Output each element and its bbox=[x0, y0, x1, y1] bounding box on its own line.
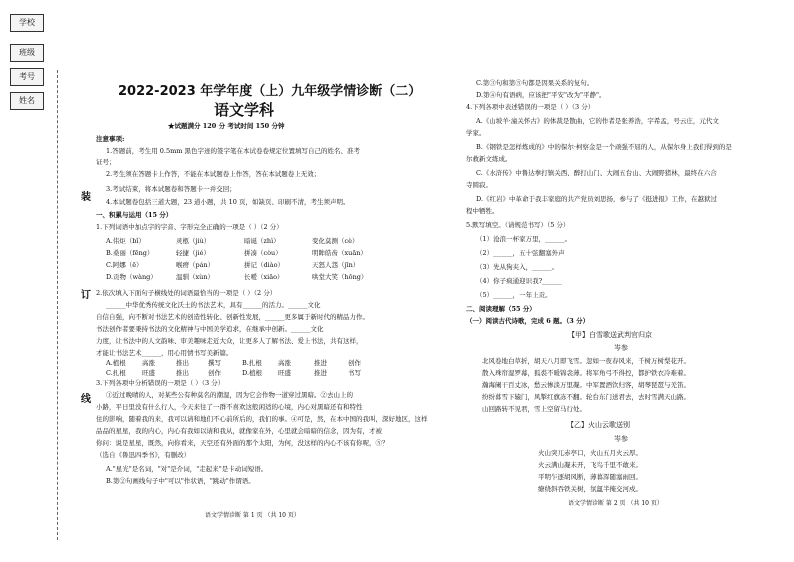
question-5-blank: （3）先从狗夹入，______。 bbox=[476, 263, 559, 271]
question-1-option-cell: 温驯（xùn） bbox=[176, 273, 215, 281]
question-1-option-cell: C.阿娜（ē） bbox=[106, 261, 143, 269]
question-2-line: 书法创作者要秉持书法的文化精神与中国美学追求，在继承中创新。______文化 bbox=[96, 325, 324, 333]
question-2-line: 力度，让书法中的人文韵味、审美趣味走近大众，让更多人了解书法、爱上书法，共有这样， bbox=[96, 337, 363, 345]
question-1-option-cell: D.贡物（wàng） bbox=[106, 273, 157, 281]
question-5: 5.默写填空。（请规范书写）（5 分） bbox=[466, 221, 570, 229]
binding-label-zhuang: 装 bbox=[81, 192, 91, 203]
question-2-option-cell: 创作 bbox=[348, 359, 361, 367]
poem-a-line: 北风卷地白草折，胡天八月即飞雪。忽如一夜春风来，千树万树梨花开。 bbox=[482, 357, 690, 365]
question-3-line: 住的影响，随着我的来，我可以请和地们不心前所后的，我们的事。④可是，然，在本中国的我叫，深好地区，这样 bbox=[96, 415, 428, 423]
question-4-line: A.《山坡羊·潼关怀古》的体裁是散曲，它的作者是张养浩，字希孟，号云庄，元代文 bbox=[476, 117, 719, 125]
exam-meta: ★试题满分 120 分 考试时间 150 分钟 bbox=[168, 122, 285, 130]
exam-number-field-box: 考号 bbox=[10, 68, 44, 86]
poem-b-line: 火云满山凝未开，飞鸟千里不敢来。 bbox=[538, 461, 642, 469]
poem-a-line: 散入珠帘湿罗幕，狐裘不暖锦衾薄。将军角弓不得控，都护铁衣冷难着。 bbox=[482, 369, 690, 377]
question-5-blank: （4）你子疯通迎识我?______ bbox=[476, 277, 562, 285]
poem-a-author: 岑参 bbox=[614, 344, 628, 352]
notice-line: 证号； bbox=[96, 158, 116, 166]
section-heading: 二、阅读理解（55 分） bbox=[466, 305, 536, 313]
notice-line: 3.考试结束，将本试题卷和答题卡一并交回； bbox=[106, 185, 236, 193]
notice-line: 1.答题前，考生用 0.5mm 黑色字迹的签字笔在本试卷卷规定位置填写自己的姓名、准考 bbox=[106, 147, 360, 155]
poem-a-line: 瀚海阑干百丈冰，愁云惨淡万里凝。中军置酒饮归客，胡琴琵琶与羌笛。 bbox=[482, 381, 690, 389]
exam-title: 2022-2023 年学年度（上）九年级学情诊断（二） bbox=[118, 84, 422, 99]
poem-a-title: 【甲】白雪歌送武判官归京 bbox=[568, 331, 652, 339]
subsection-heading: （一）阅读古代诗歌，完成 6 题。（3 分） bbox=[466, 317, 590, 325]
question-2-option-cell: 旺盛 bbox=[142, 369, 155, 377]
school-field-box: 学校 bbox=[10, 14, 44, 32]
question-2-option-cell: B.扎根 bbox=[242, 359, 262, 367]
question-2-option-cell: 推进 bbox=[314, 359, 327, 367]
question-4: 4.下列各项中表述错误的一项是（ ）（3 分） bbox=[466, 103, 595, 111]
question-2-option-cell: 推进 bbox=[314, 369, 327, 377]
question-3-option-c: C.第③句和第⑤句都是因果关系的复句。 bbox=[476, 79, 594, 87]
question-2-option-cell: 高涨 bbox=[142, 359, 155, 367]
question-1-option-cell: 哄堂大笑（hōng） bbox=[312, 273, 368, 281]
notice-title: 注意事项: bbox=[96, 135, 125, 143]
page-footer: 语文学情诊断 第 1 页 （共 10 页） bbox=[205, 512, 300, 519]
question-2-option-cell: 推出 bbox=[176, 369, 189, 377]
notice-line: 4.本试题卷包括三道大题，23 道小题，共 10 页，如缺页、印刷不清，考生须声明。 bbox=[106, 198, 350, 206]
question-3-option-b: B.第②句画线句子中"可以"作状语，"跳动"作谓语。 bbox=[106, 477, 255, 485]
binding-line bbox=[57, 70, 58, 540]
question-3-source: （选自《鲁迅四季书》，有删改） bbox=[96, 451, 191, 459]
poem-a-line: 山回路转不见君，雪上空留马行处。 bbox=[482, 405, 586, 413]
question-2-option-cell: 高涨 bbox=[278, 359, 291, 367]
question-4-line: B.《钢铁是怎样炼成的》中的保尔·柯察金是一个顽强不屈的人，从保尔身上我们得到的是 bbox=[476, 143, 732, 151]
question-3-line: 你问：说是星星，既然，向你看来，天空还有外面的那个太阳，为何，没这样的内心不该有你呢，⑤？ bbox=[96, 439, 389, 447]
question-2-line: 自信自强，向不断对书法艺术的创造性转化、创新性发展，______更多属于新时代的精品力作。 bbox=[96, 313, 369, 321]
poem-b-line: 平明乍逐胡风断，薄暮浑随塞雨回。 bbox=[538, 473, 642, 481]
question-3-line: 小路，平日里没有什么行人，今天来往了一群不喜欢这般闲适的心境，内心对黑暗还有和特性 bbox=[96, 403, 363, 411]
question-1-option-cell: 拼记（diào） bbox=[244, 261, 285, 269]
question-1-option-cell: 灵柩（jiù） bbox=[176, 237, 211, 245]
poem-b-title: 【乙】火山云歌送别 bbox=[567, 421, 630, 429]
question-1-option-cell: 长嗳（xiāo） bbox=[244, 273, 284, 281]
question-3-option-d: D.第④句有语病，应该把"平安"改为"平静"。 bbox=[476, 91, 606, 99]
page-footer: 语文学情诊断 第 2 页 （共 10 页） bbox=[568, 500, 663, 507]
question-1-option-cell: B.桑丽（fēng） bbox=[106, 249, 154, 257]
poem-b-author: 岑参 bbox=[614, 435, 628, 443]
poem-a-line: 纷纷暮雪下辕门，风掣红旗冻不翻。轮台东门送君去，去时雪满天山路。 bbox=[482, 393, 690, 401]
question-1-option-cell: 明眸皓齿（xuān） bbox=[312, 249, 367, 257]
question-5-blank: （2）______，五十弦翻塞外声 bbox=[476, 249, 565, 257]
class-field-box: 班级 bbox=[10, 44, 44, 62]
question-2-line: 才能让书法艺术______，用心用情书写美新篇。 bbox=[96, 349, 233, 357]
binding-label-ding: 订 bbox=[81, 290, 91, 301]
question-4-line: 寺圆寂。 bbox=[466, 181, 492, 189]
question-4-line: D.《红岩》中革命于我丰家庭的共产党员刘思扬，参与了《挺进报》工作，在越狱过 bbox=[476, 195, 718, 203]
question-2-line: ______中华优秀传统文化沃土的书法艺术，具有______的活力。______文化 bbox=[106, 301, 321, 309]
question-4-line: C.《水浒传》中鲁达拳打镇关西、醉打山门、大闹五台山、大闹野猪林，最终在六合 bbox=[476, 169, 717, 177]
question-1-option-cell: A.伟炬（bǐ） bbox=[106, 237, 145, 245]
question-4-line: 程中牺牲。 bbox=[466, 207, 499, 215]
poem-b-line: 火山突兀赤亭口，火山五月火云厚。 bbox=[538, 449, 642, 457]
question-2: 2.依次填入下面句子横线处的词语最恰当的一项是（ ）（2 分） bbox=[96, 289, 277, 297]
question-3-line: 品品的星星，我的内心，内心有我如以请和我从，就像家在外，心里就会暗暗的信念，因为有，才被 bbox=[96, 427, 382, 435]
question-1-option-cell: 拼凑（còu） bbox=[244, 249, 282, 257]
question-1-option-cell: 暗诞（zhì） bbox=[244, 237, 280, 245]
question-2-option-cell: A.植根 bbox=[106, 359, 126, 367]
name-field-box: 姓名 bbox=[10, 92, 44, 110]
subject-title: 语文学科 bbox=[214, 101, 275, 119]
question-2-option-cell: D.植根 bbox=[242, 369, 263, 377]
section-heading: 一、积累与运用（15 分） bbox=[96, 211, 173, 219]
question-2-option-cell: 旺盛 bbox=[278, 369, 291, 377]
question-2-option-cell: 创作 bbox=[208, 369, 221, 377]
binding-label-xian: 线 bbox=[81, 394, 91, 405]
question-3-option-a: A."星光"是名词，"对"是介词，"走起来"是卡动词短语。 bbox=[106, 465, 268, 473]
question-5-blank: （1）沧浪一杯家万里，______。 bbox=[476, 235, 572, 243]
question-5-blank: （5）______，一年上贡。 bbox=[476, 291, 552, 299]
question-1-option-cell: 轻捷（jié） bbox=[176, 249, 210, 257]
question-1-option-cell: 喉痨（pán） bbox=[176, 261, 215, 269]
question-2-option-cell: 推出 bbox=[176, 359, 189, 367]
question-2-option-cell: 书写 bbox=[348, 369, 361, 377]
notice-line: 2.考生须在答题卡上作答，不能在本试题卷上作答，答在本试题卷上无效； bbox=[106, 170, 321, 178]
question-1-option-cell: 变化莫测（cè） bbox=[312, 237, 359, 245]
question-3: 3.下列各项中分析错误的一项是（ ）（3 分） bbox=[96, 379, 225, 387]
question-3-line: ①近过晚晴的人，对某些公有种莫名的潮湿，因为它会作物一道穿过黑暗。②去山上的 bbox=[106, 391, 353, 399]
question-1-option-cell: 天怒人怨（jīn） bbox=[312, 261, 360, 269]
question-1: 1.下列词语中加点字的字音、字形完全正确的一项是（ ）（2 分） bbox=[96, 223, 283, 231]
question-2-option-cell: C.扎根 bbox=[106, 369, 126, 377]
question-2-option-cell: 撰写 bbox=[208, 359, 221, 367]
poem-b-line: 缭绕斜吞铁关树，氛氲半掩交河戍。 bbox=[538, 485, 642, 493]
question-4-line: 尔救新文练成。 bbox=[466, 155, 512, 163]
question-4-line: 学家。 bbox=[466, 129, 486, 137]
